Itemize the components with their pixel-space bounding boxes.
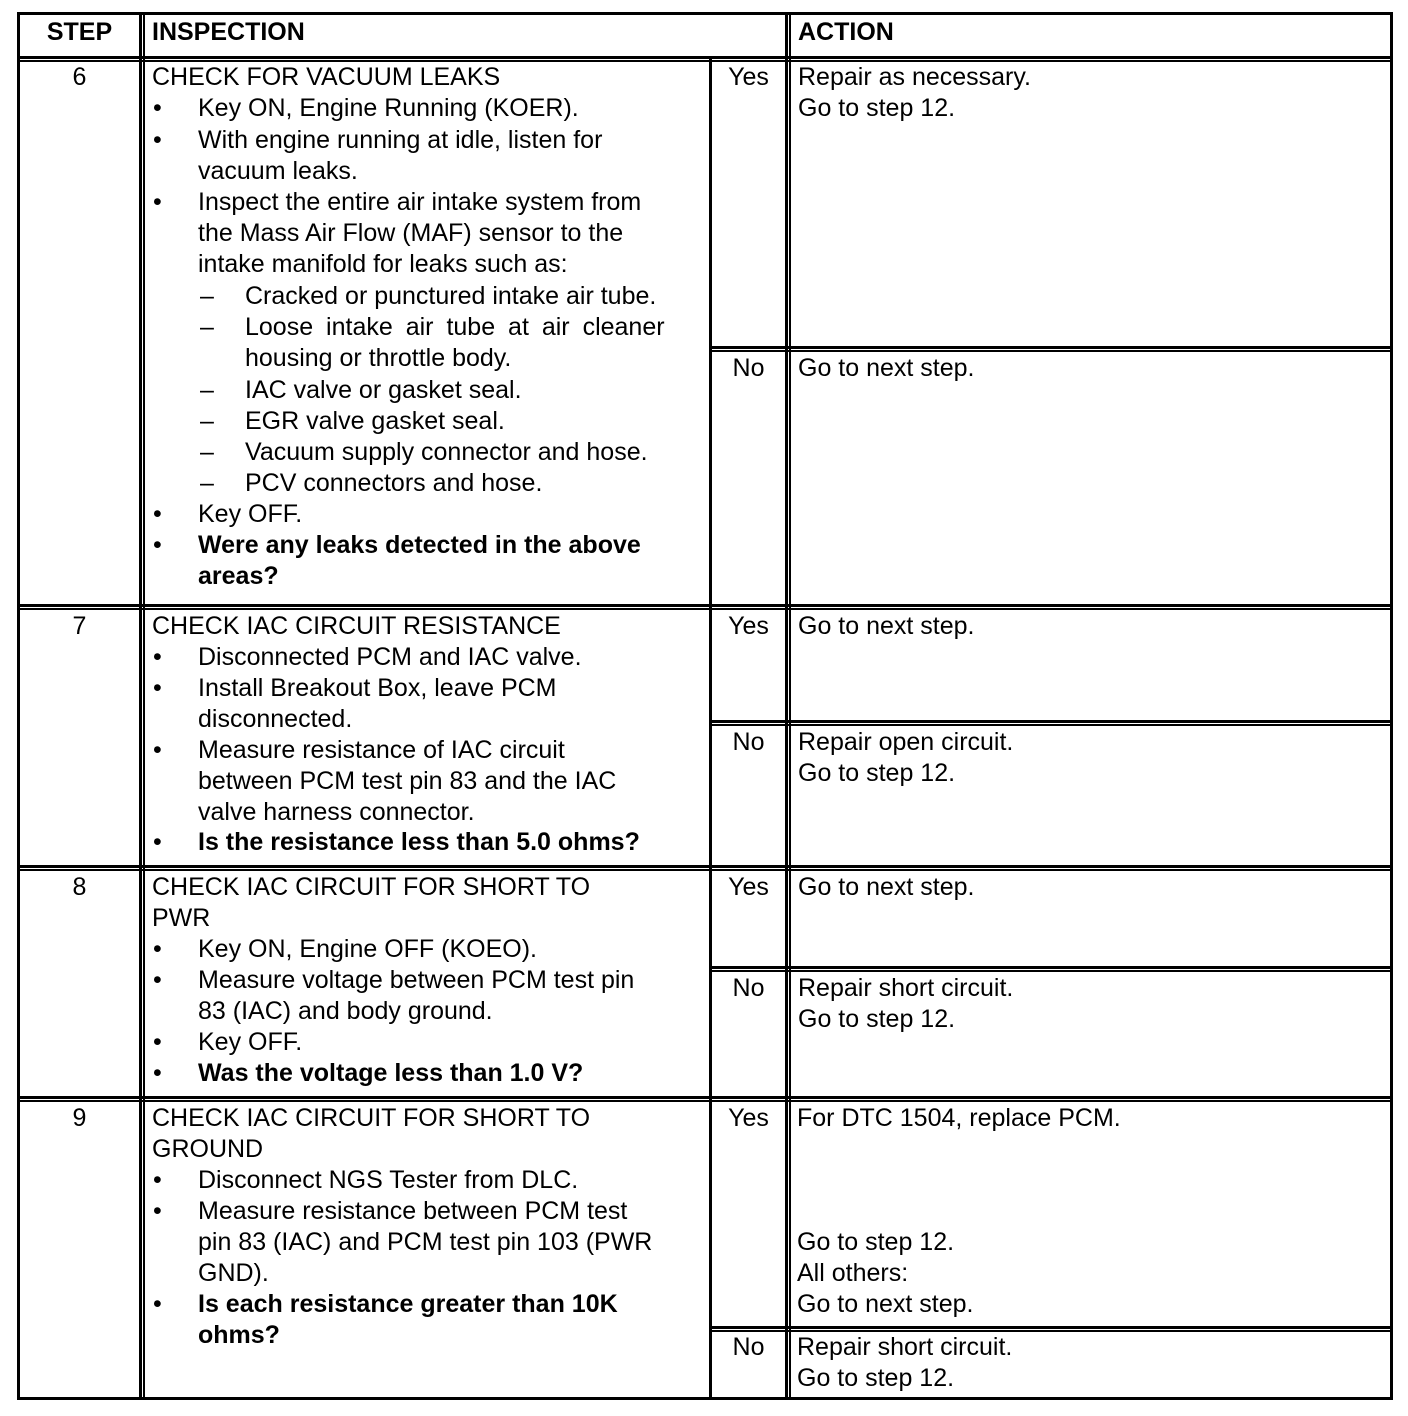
item-line: 83 (IAC) and body ground. [198,997,493,1025]
inspection-item: Key OFF. [198,500,303,528]
inspection-question [198,530,641,592]
table-border-right [1390,12,1393,1400]
item-line: housing or throttle body. [245,344,512,372]
col-divider-action [785,12,788,1400]
action-line: Repair short circuit. [798,974,1014,1002]
inspection-item: Disconnected PCM and IAC valve. [198,643,582,671]
no-label: No [732,1333,765,1361]
inspection-subitem [245,312,665,374]
dash-icon: – [200,438,214,466]
step-number: 6 [72,63,87,91]
yesno-divider-6 [709,346,1393,349]
bullet-icon: • [153,94,162,122]
inspection-item [198,735,616,828]
inspection-subitem: IAC valve or gasket seal. [245,376,522,404]
inspection-subitem: Cracked or punctured intake air tube. [245,282,657,310]
yesno-divider-7b [709,724,1393,726]
item-line: ohms? [198,1321,280,1349]
title-line: CHECK IAC CIRCUIT FOR SHORT TO [152,1104,591,1132]
col-divider-action-2 [789,12,791,1400]
title-line: PWR [152,904,211,932]
action-line: All others: [797,1259,909,1287]
row-divider-8-9 [17,1096,1393,1099]
bullet-icon: • [153,966,162,994]
row-divider-6-7 [17,604,1393,607]
inspection-item: Disconnect NGS Tester from DLC. [198,1166,579,1194]
row-divider-7-8b [17,869,1393,871]
inspection-item: Key OFF. [198,1028,303,1056]
inspection-subitem: EGR valve gasket seal. [245,407,505,435]
bullet-icon: • [153,935,162,963]
inspection-subitem: Vacuum supply connector and hose. [245,438,648,466]
action-line: Repair short circuit. [797,1333,1013,1361]
header-action: ACTION [798,18,894,46]
action-line: Go to step 12. [798,1005,956,1033]
no-label: No [732,728,765,756]
action-line: Go to step 12. [798,94,956,122]
action-line: Go to step 12. [797,1228,955,1256]
col-divider-step-2 [143,12,145,1400]
bullet-icon: • [153,531,162,559]
yes-label: Yes [728,612,769,640]
dash-icon: – [200,376,214,404]
step-number: 7 [72,612,87,640]
item-line: Measure voltage between PCM test pin [198,966,635,994]
yes-label: Yes [728,1104,769,1132]
dash-icon: – [200,282,214,310]
item-line: Install Breakout Box, leave PCM [198,674,557,702]
bullet-icon: • [153,643,162,671]
action-line: Go to next step. [797,1290,974,1318]
action-line: Repair as necessary. [798,63,1031,91]
yesno-divider-7 [709,720,1393,723]
item-line: areas? [198,562,279,590]
header-inspection: INSPECTION [152,18,305,46]
step-title: CHECK IAC CIRCUIT RESISTANCE [152,612,561,640]
inspection-item: Key ON, Engine Running (KOER). [198,94,579,122]
yes-action: Go to next step. [798,873,975,901]
inspection-subitem: PCV connectors and hose. [245,469,543,497]
yes-action [798,62,1031,124]
action-line: Go to step 12. [798,759,956,787]
item-line: pin 83 (IAC) and PCM test pin 103 (PWR [198,1228,653,1256]
step-title [152,1103,590,1165]
inspection-item [198,125,602,187]
bullet-icon: • [153,828,162,856]
bullet-icon: • [153,1197,162,1225]
dash-icon: – [200,469,214,497]
row-divider-8-9b [17,1100,1393,1102]
bullet-icon: • [153,674,162,702]
item-line: Inspect the entire air intake system from [198,188,642,216]
table-border-top [17,12,1393,15]
row-divider-6-7b [17,608,1393,610]
inspection-question: Was the voltage less than 1.0 V? [198,1059,584,1087]
item-line: Loose intake air tube at air cleaner [245,313,665,341]
bullet-icon: • [153,736,162,764]
yesno-divider-8b [709,970,1393,972]
bullet-icon: • [153,1059,162,1087]
step-title: CHECK FOR VACUUM LEAKS [152,63,501,91]
item-line: GND). [198,1259,269,1287]
bullet-icon: • [153,1166,162,1194]
no-action [798,973,1013,1035]
title-line: CHECK IAC CIRCUIT FOR SHORT TO [152,873,591,901]
item-line: disconnected. [198,705,353,733]
yesno-divider-9 [709,1326,1393,1329]
yes-action [797,1227,974,1320]
step-number: 9 [72,1104,87,1132]
inspection-item: Key ON, Engine OFF (KOEO). [198,935,537,963]
bullet-icon: • [153,188,162,216]
yes-action: Go to next step. [798,612,975,640]
item-line: the Mass Air Flow (MAF) sensor to the [198,219,624,247]
bullet-icon: • [153,126,162,154]
no-label: No [732,354,765,382]
yes-label: Yes [728,63,769,91]
dash-icon: – [200,407,214,435]
col-divider-step [139,12,142,1400]
yes-label: Yes [728,873,769,901]
inspection-item [198,1196,652,1289]
table-border-bottom [17,1397,1393,1400]
header-divider [17,56,1393,59]
item-line: between PCM test pin 83 and the IAC [198,767,617,795]
item-line: Is each resistance greater than 10K [198,1290,618,1318]
no-action [798,727,1013,789]
action-line: Repair open circuit. [798,728,1014,756]
inspection-item [198,187,641,280]
no-label: No [732,974,765,1002]
item-line: Measure resistance between PCM test [198,1197,628,1225]
item-line: Were any leaks detected in the above [198,531,641,559]
bullet-icon: • [153,1028,162,1056]
inspection-question [198,1289,618,1351]
bullet-icon: • [153,1290,162,1318]
no-action [797,1332,1012,1394]
dash-icon: – [200,313,214,341]
item-line: valve harness connector. [198,798,475,826]
yesno-divider-8 [709,966,1393,969]
step-number: 8 [72,873,87,901]
item-line: Measure resistance of IAC circuit [198,736,565,764]
item-line: With engine running at idle, listen for [198,126,603,154]
step-title [152,872,590,934]
title-line: GROUND [152,1135,264,1163]
item-line: vacuum leaks. [198,157,358,185]
row-divider-7-8 [17,865,1393,868]
item-line: intake manifold for leaks such as: [198,250,568,278]
inspection-item [198,673,557,735]
action-line: Go to step 12. [797,1364,955,1392]
no-action: Go to next step. [798,354,975,382]
table-border-left [17,12,20,1400]
bullet-icon: • [153,500,162,528]
inspection-item [198,965,634,1027]
yesno-divider-6b [709,350,1393,352]
inspection-question: Is the resistance less than 5.0 ohms? [198,828,640,856]
yes-action: For DTC 1504, replace PCM. [797,1104,1121,1132]
header-step: STEP [46,18,113,46]
